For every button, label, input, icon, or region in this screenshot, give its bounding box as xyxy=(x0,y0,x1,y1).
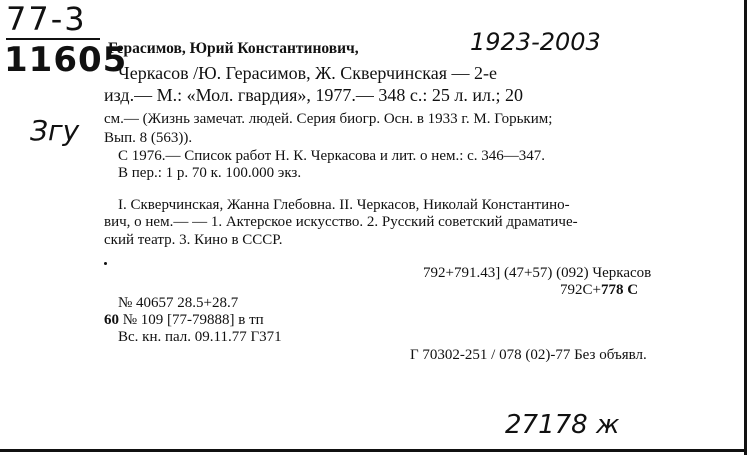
tracing-line-3: ский театр. 3. Кино в СССР. xyxy=(104,232,283,248)
order-rest: № 109 [77-79888] в тп xyxy=(119,312,264,328)
margin-dot xyxy=(104,262,107,265)
card-number-line: № 40657 28.5+28.7 xyxy=(118,295,239,311)
card-border-right xyxy=(744,0,747,455)
tracing-line-2: вич, о нем.— — 1. Актерское искусство. 2. Русский советский драматиче- xyxy=(104,214,578,230)
order-line xyxy=(104,311,264,329)
handwritten-mark: Згу xyxy=(30,114,80,147)
classification-prefix: 792С+ xyxy=(560,282,601,298)
handwritten-call-number-bottom: 11605 xyxy=(4,40,128,80)
title-line-2: изд.— М.: «Мол. гвардия», 1977.— 348 с.: 25 л. ил.; 20 xyxy=(104,85,523,105)
handwritten-years: 1923-2003 xyxy=(470,28,601,56)
classification-line-1: 792+791.43] (47+57) (092) Черкасов xyxy=(423,265,652,281)
handwritten-bottom-number: 27178 ж xyxy=(505,410,620,440)
order-prefix: 60 xyxy=(104,312,119,328)
classification-line-2 xyxy=(560,281,638,299)
note-line-2: В пер.: 1 р. 70 к. 100.000 экз. xyxy=(118,165,302,181)
series-line-1: см.— (Жизнь замечат. людей. Серия биогр. Осн. в 1933 г. М. Горьким; xyxy=(104,111,553,127)
series-line-2: Вып. 8 (563)). xyxy=(104,130,193,146)
publication-line: Вс. кн. пал. 09.11.77 Г371 xyxy=(118,329,282,345)
classification-bold: 778 С xyxy=(600,282,639,298)
price-code-line: Г 70302-251 / 078 (02)-77 Без объявл. xyxy=(410,347,647,363)
title-line-1: Черкасов /Ю. Герасимов, Ж. Скверчинская — 2-е xyxy=(118,63,498,83)
handwritten-call-number-top: 77-3 xyxy=(6,0,87,38)
author-heading: Герасимов, Юрий Константинович, xyxy=(108,40,359,57)
note-line-1: С 1976.— Список работ Н. К. Черкасова и лит. о нем.: с. 346—347. xyxy=(118,148,546,164)
card-border-bottom xyxy=(0,449,747,452)
tracing-line-1: I. Скверчинская, Жанна Глебовна. II. Черкасов, Николай Константино- xyxy=(118,197,570,213)
